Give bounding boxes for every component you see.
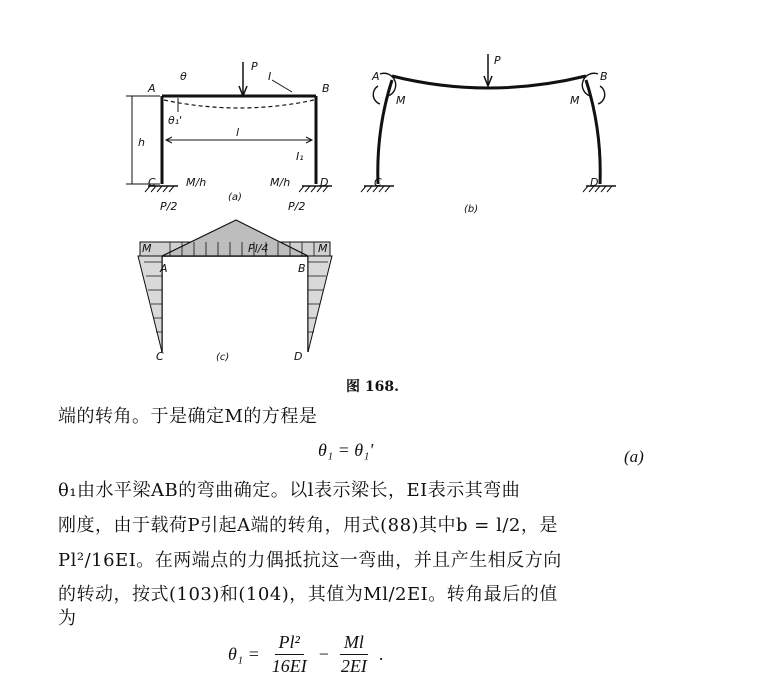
equation-a: θ₁ = θ₁' [318, 440, 374, 460]
label-M-b-right: M [570, 94, 580, 107]
label-sub-b: (b) [464, 204, 479, 215]
figure-caption: 图 168. [346, 379, 399, 395]
label-B-c: B [298, 262, 306, 275]
fraction-2-numerator: Ml [340, 632, 368, 655]
label-sub-c: (c) [216, 352, 230, 363]
label-P2-left: P/2 [160, 200, 178, 213]
label-I1: I₁ [296, 150, 304, 163]
label-M-b-left: M [396, 94, 406, 107]
label-A-b: A [372, 70, 380, 83]
label-l: l [236, 126, 240, 139]
label-C-b: C [374, 176, 382, 189]
label-B-b: B [600, 70, 608, 83]
label-Pl4: Pl/4 [248, 242, 269, 255]
fraction-1 [268, 632, 311, 677]
subfigure-c [138, 220, 332, 352]
paragraph-line-5: 为 [58, 608, 77, 629]
minus-sign: − [318, 644, 329, 664]
label-Mh-right: M/h [270, 176, 291, 189]
label-M-c-left: M [142, 242, 152, 255]
label-D-c: D [294, 350, 303, 363]
fraction-2-denominator: 2EI [340, 656, 367, 676]
label-P-b: P [494, 54, 501, 67]
text-line-1: 端的转角。于是确定M的方程是 [58, 406, 318, 427]
label-M-c-right: M [318, 242, 328, 255]
label-B: B [322, 82, 330, 95]
label-C: C [148, 176, 156, 189]
subfigure-b [361, 54, 616, 192]
label-D-b: D [590, 176, 599, 189]
fraction-1-denominator: 16EI [271, 656, 307, 676]
paragraph-line-3: Pl²/16EI。在两端点的力偶抵抗这一弯曲，并且产生相反方向 [58, 550, 562, 571]
paragraph-line-1: θ₁由水平梁AB的弯曲确定。以l表示梁长，EI表示其弯曲 [58, 480, 521, 501]
subfigure-c-labels [142, 242, 328, 363]
final-equation [228, 632, 383, 677]
label-C-c: C [156, 350, 164, 363]
label-D: D [320, 176, 329, 189]
label-Mh-left: M/h [186, 176, 207, 189]
label-theta: θ [180, 70, 187, 83]
paragraph-line-2: 刚度，由于载荷P引起A端的转角，用式(88)其中b = l/2，是 [58, 515, 558, 536]
final-period: . [378, 644, 384, 664]
label-P: P [251, 60, 258, 73]
label-A: A [148, 82, 156, 95]
paragraph-line-4: 的转动，按式(103)和(104)，其值为Ml/2EI。转角最后的值 [58, 584, 558, 605]
equation-a-label: (a) [624, 447, 644, 466]
label-I: I [268, 70, 272, 83]
final-lhs: θ₁ = [228, 644, 260, 664]
label-theta1p: θ₁' [168, 114, 183, 127]
fraction-2 [337, 632, 371, 677]
label-P2-right: P/2 [288, 200, 306, 213]
label-h: h [138, 136, 145, 149]
label-sub-a: (a) [228, 192, 242, 203]
subfigure-a [126, 62, 332, 192]
fraction-1-numerator: Pl² [275, 632, 304, 655]
label-A-c: A [160, 262, 168, 275]
